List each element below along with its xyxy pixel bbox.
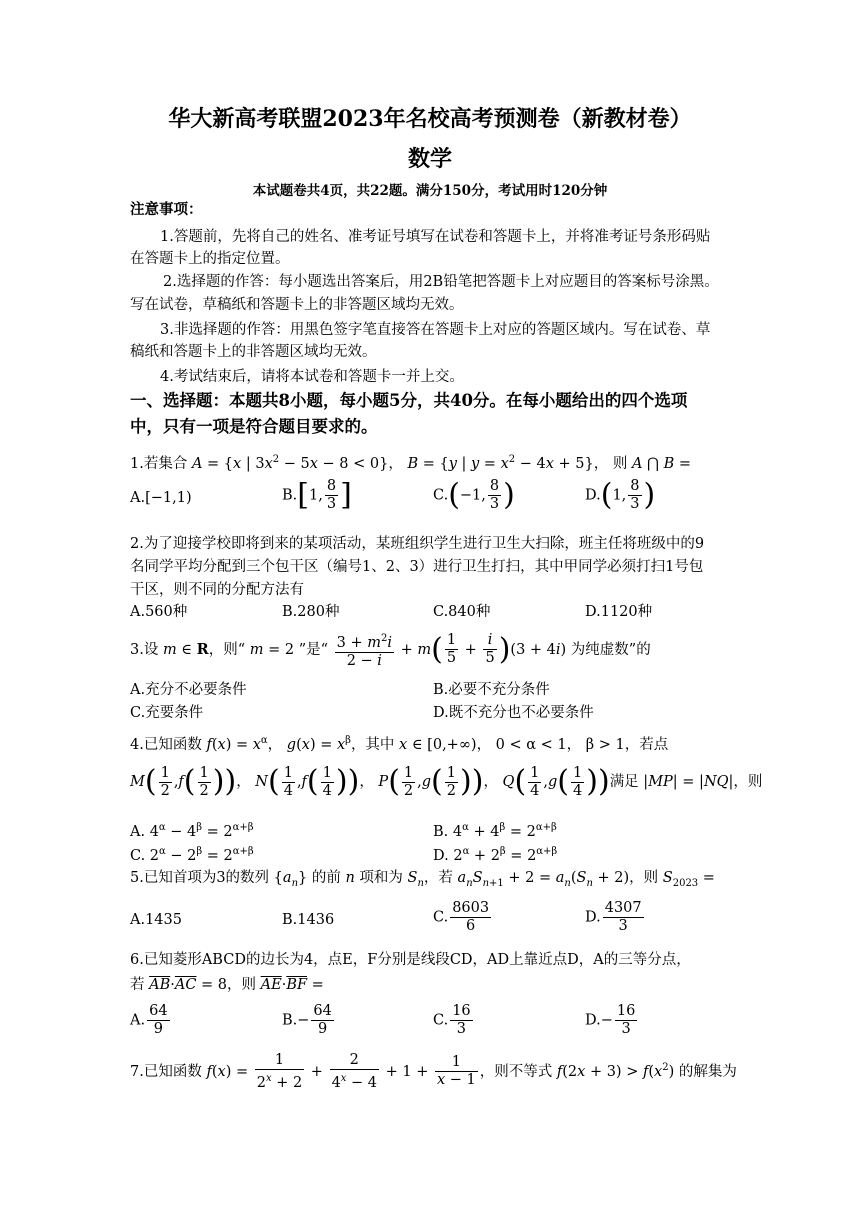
question-6-line2: 若 $\overline{AB}\cdot\overline{AC} = 8$，则 $\overline{AE}\cdot\overline{BF}$ = <box>130 977 324 993</box>
q3-option-a: A.充分不必要条件 <box>130 682 247 698</box>
question-2-line2: 名同学平均分配到三个包干区（编号1、2、3）进行卫生打扫，其中甲同学必须打扫1号包 <box>130 559 704 575</box>
notes-heading: 注意事项： <box>130 201 203 218</box>
q2-option-b: B.280种 <box>282 604 340 620</box>
question-1: 1.若集合 A = {x | $3x^2 - 5x - 8 < 0$}， B = {y | $y = x^2 - 4x + 5$}， 则 A ⋂ B = <box>130 454 691 472</box>
exam-info: 本试题卷共4页，共22题。满分150分，考试用时120分钟 <box>252 183 608 199</box>
question-4-line1: 4.已知函数 $f(x) = x^\alpha$， $g(x) = x^\beta$，其中 x ∈ [0,+∞)， 0 < α < 1， β > 1，若点 <box>130 735 669 753</box>
question-2-line3: 干区，则不同的分配方法有 <box>130 582 304 598</box>
note-3a: 3.非选择题的作答：用黑色签字笔直接答在答题卡上对应的答题区域内。写在试卷、草 <box>160 322 711 338</box>
exam-title: 华大新高考联盟2023年名校高考预测卷（新教材卷） <box>168 106 692 132</box>
q5-option-b: B.1436 <box>282 912 335 928</box>
q2-option-c: C.840种 <box>433 604 491 620</box>
q4-option-c: C. $2^\alpha - 2^\beta = 2^{\alpha+\beta}$ <box>130 846 254 864</box>
question-6-line1: 6.已知菱形ABCD的边长为4，点E，F分别是线段CD，AD上靠近点D，A的三等分点， <box>130 952 691 968</box>
q3-option-c: C.充要条件 <box>130 705 204 721</box>
q1-option-b: B.[1, $\frac{8}{3}$ ] <box>282 477 352 513</box>
question-4-line2: M( $\frac{1}{2}$ ,f( $\frac{1}{2}$ ))， N( $\frac{1}{4}$ ,f( $\frac{1}{4}$ ))， P( $\frac{1}{2}$ ,g( $\frac{1}{2}$ ))， Q( $\frac{1}{4}$ ,g( $\frac{1}{4}$ ))满足 |MP| = |NQ|，则 <box>130 764 763 799</box>
q6-option-a: A. $\frac{64}{9}$ <box>130 1003 168 1037</box>
q6-option-b: B.− $\frac{64}{9}$ <box>282 1003 332 1037</box>
q1-option-a: A.[−1,1) <box>130 490 192 506</box>
question-2-line1: 2.为了迎接学校即将到来的某项活动，某班组织学生进行卫生大扫除，班主任将班级中的9 <box>130 536 705 552</box>
note-1a: 1.答题前，先将自己的姓名、准考证号填写在试卷和答题卡上，并将准考证号条形码贴 <box>160 229 711 245</box>
q2-option-d: D.1120种 <box>585 604 653 620</box>
q5-option-d: D. $\frac{4307}{3}$ <box>585 900 642 934</box>
q5-option-c: C. $\frac{8603}{6}$ <box>433 900 490 934</box>
q3-option-b: B.必要不充分条件 <box>433 682 550 698</box>
section-1-line2: 中，只有一项是符合题目要求的。 <box>130 417 378 436</box>
note-2b: 写在试卷，草稿纸和答题卡上的非答题区域均无效。 <box>130 297 464 313</box>
question-5: 5.已知首项为3的数列 $\{a_n\}$ 的前 n 项和为 $S_n$，若 $a_nS_{n+1} + 2 = a_n(S_n + 2)$，则 $S_{2023}$ = <box>130 870 715 889</box>
q6-option-d: D.− $\frac{16}{3}$ <box>585 1003 636 1037</box>
question-7: 7.已知函数 f(x) = $\frac{1}{2^x + 2}$ + $\frac{2}{4^x - 4}$ + 1 + $\frac{1}{x - 1}$ ，则不等式 $f(2x + 3) > f(x^2)$ 的解集为 <box>130 1051 737 1091</box>
q4-option-b: B. $4^\alpha + 4^\beta = 2^{\alpha+\beta}$ <box>433 822 557 840</box>
q3-option-d: D.既不充分也不必要条件 <box>433 705 594 721</box>
note-1b: 在答题卡上的指定位置。 <box>130 251 290 267</box>
note-4: 4.考试结束后，请将本试卷和答题卡一并上交。 <box>160 369 464 385</box>
note-3b: 稿纸和答题卡上的非答题区域均无效。 <box>130 344 377 360</box>
section-1-line1: 一、选择题：本题共8小题，每小题5分，共40分。在每小题给出的四个选项 <box>130 391 688 410</box>
q1-option-d: D.(1, $\frac{8}{3}$ ) <box>585 477 656 513</box>
question-3: 3.设 m ∈ R，则“ m = 2 ”是“ $\frac{3 + m^2i}{2 - i}$ + m( $\frac{1}{5}$ + $\frac{i}{5}$ )(3 + 4i) 为纯虚数”的 <box>130 631 651 669</box>
q5-option-a: A.1435 <box>130 912 182 928</box>
q6-option-c: C. $\frac{16}{3}$ <box>433 1003 471 1037</box>
q2-option-a: A.560种 <box>130 604 188 620</box>
q4-option-d: D. $2^\alpha + 2^\beta = 2^{\alpha+\beta}$ <box>433 846 558 864</box>
subject-title: 数学 <box>407 146 452 172</box>
q4-option-a: A. $4^\alpha - 4^\beta = 2^{\alpha+\beta}$ <box>130 822 254 840</box>
note-2a: 2.选择题的作答：每小题选出答案后，用2B铅笔把答题卡上对应题目的答案标号涂黑。 <box>163 274 719 290</box>
q1-option-c: C.(−1, $\frac{8}{3}$ ) <box>433 477 515 513</box>
